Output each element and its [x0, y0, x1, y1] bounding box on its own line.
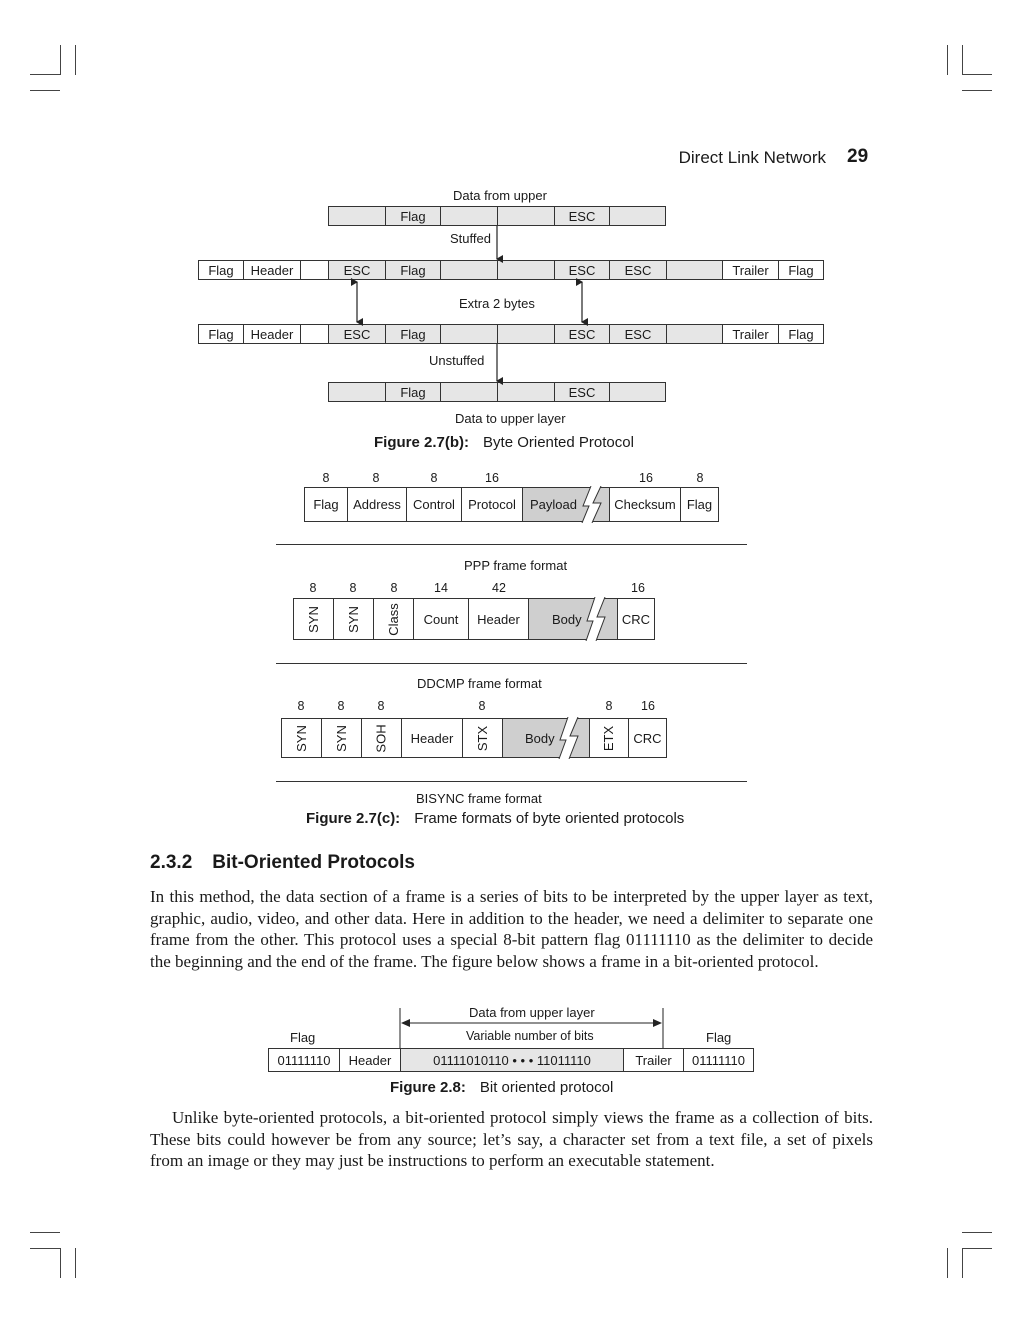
ddcmp-field-syn — [333, 598, 374, 640]
crop-mark — [962, 1232, 992, 1233]
ppp-field-payload: Payload — [522, 487, 610, 522]
frame-cell-flag: Flag — [198, 260, 244, 280]
bisync-field-stx — [462, 718, 503, 758]
bit-count: 8 — [390, 581, 398, 595]
divider — [276, 781, 747, 782]
ppp-field-flag: Flag — [304, 487, 348, 522]
bit-frame-flag: 01111110 — [683, 1048, 754, 1072]
bisync-field-syn — [281, 718, 322, 758]
frame-cell-flag: Flag — [385, 382, 441, 402]
frame-cell-flag: Flag — [385, 206, 441, 226]
bit-frame-trailer: Trailer — [623, 1048, 684, 1072]
frame-cell-header: Header — [243, 260, 301, 280]
ppp-field-checksum: Checksum — [609, 487, 681, 522]
ddcmp-field-syn — [293, 598, 334, 640]
arrowhead-left — [401, 1019, 410, 1027]
bit-count: 8 — [478, 699, 486, 713]
bit-count: 16 — [641, 699, 655, 713]
crop-mark — [962, 1248, 963, 1278]
label-unstuffed: Unstuffed — [429, 353, 485, 368]
ppp-field-control: Control — [406, 487, 462, 522]
field-label: SYN — [293, 724, 309, 752]
crop-mark — [30, 1248, 60, 1249]
paragraph-1: In this method, the data section of a frame is a series of bits to be interpreted by the upper layer as text, graphic, audio, video, and other data. Here in addition to the header, we need a delimiter to separate one frame from the other. This protocol uses a special 8-bit pattern flag 01111110 as the delimiter to decide the beginning and the end of the frame. The figure below shows a frame in a bit-oriented protocol. — [150, 887, 873, 972]
arrowhead-right — [653, 1019, 662, 1027]
field-label: SOH — [373, 723, 389, 753]
bit-count: 8 — [309, 581, 317, 595]
frame-cell-esc: ESC — [328, 260, 386, 280]
crop-mark — [30, 1232, 60, 1233]
ppp-field-address: Address — [347, 487, 407, 522]
page-number: 29 — [847, 146, 869, 167]
crop-mark — [60, 1248, 61, 1278]
break-mark-icon — [580, 486, 610, 523]
bit-count: 42 — [492, 581, 506, 595]
frame-cell-flag: Flag — [778, 324, 824, 344]
bit-count: 8 — [430, 471, 438, 485]
bit-count: 8 — [337, 699, 345, 713]
field-label: STX — [474, 725, 490, 751]
label-data-from-upper-layer: Data from upper layer — [469, 1005, 595, 1020]
frame-cell-trailer: Trailer — [722, 260, 779, 280]
ddcmp-title: DDCMP frame format — [417, 676, 542, 691]
bit-count: 8 — [605, 699, 613, 713]
frame-cell-esc: ESC — [554, 260, 610, 280]
frame-cell-flag: Flag — [778, 260, 824, 280]
caption-figure-2-7b — [374, 434, 634, 451]
field-label: SYN — [333, 724, 349, 752]
bisync-field-soh — [361, 718, 402, 758]
divider — [276, 663, 747, 664]
paragraph-2: Unlike byte-oriented protocols, a bit-oriented protocol simply views the frame as a collection of bits. These bits could however be from any source; let’s say, a character set from a text file, a set of pixels from an image or they may just be instructions to perform an executable statement. — [150, 1108, 873, 1171]
label-variable-bits: Variable number of bits — [466, 1029, 594, 1043]
break-mark-icon — [557, 717, 587, 759]
ddcmp-field-class — [373, 598, 414, 640]
field-label: SYN — [345, 605, 361, 633]
caption-number: Figure 2.7(c): — [306, 810, 401, 827]
frame-cell-trailer: Trailer — [722, 324, 779, 344]
section-number: 2.3.2 — [150, 852, 193, 873]
arrows-svg — [0, 0, 1023, 460]
label-flag-left: Flag — [290, 1030, 316, 1045]
crop-mark — [962, 1248, 992, 1249]
label-data-from-upper: Data from upper — [453, 188, 547, 203]
frame-cell-esc: ESC — [554, 206, 610, 226]
frame-cell-esc: ESC — [554, 382, 610, 402]
bisync-field-header: Header — [401, 718, 463, 758]
ddcmp-field-body: Body — [528, 598, 618, 640]
caption-figure-2-7c — [306, 810, 684, 827]
frame-cell-esc: ESC — [328, 324, 386, 344]
caption-text: Frame formats of byte oriented protocols — [414, 810, 685, 827]
bit-count: 8 — [297, 699, 305, 713]
caption-figure-2-8 — [390, 1079, 613, 1096]
ddcmp-field-count: Count — [413, 598, 469, 640]
frame-cell-flag: Flag — [385, 260, 441, 280]
frame-cell-flag: Flag — [385, 324, 441, 344]
break-mark-icon — [584, 597, 614, 641]
ddcmp-field-crc: CRC — [617, 598, 655, 640]
divider — [276, 544, 747, 545]
field-label: Class — [385, 602, 401, 636]
field-label: SYN — [305, 605, 321, 633]
ppp-title: PPP frame format — [464, 558, 568, 573]
field-label: ETX — [601, 725, 617, 751]
ddcmp-field-header: Header — [468, 598, 529, 640]
crop-mark — [947, 1248, 948, 1278]
bit-count: 16 — [631, 581, 645, 595]
caption-text: Bit oriented protocol — [479, 1079, 614, 1096]
frame-cell-header: Header — [243, 324, 301, 344]
bisync-field-etx — [589, 718, 629, 758]
bit-count: 16 — [485, 471, 499, 485]
bit-count: 14 — [434, 581, 448, 595]
bit-count: 16 — [639, 471, 653, 485]
ppp-field-protocol: Protocol — [461, 487, 523, 522]
section-heading — [150, 852, 435, 874]
frame-cell-esc: ESC — [554, 324, 610, 344]
frame-cell-esc: ESC — [609, 324, 667, 344]
caption-number: Figure 2.8: — [390, 1079, 466, 1096]
label-stuffed: Stuffed — [450, 231, 491, 246]
running-header-title: Direct Link Network — [678, 148, 826, 167]
label-data-to-upper: Data to upper layer — [455, 411, 566, 426]
bit-frame-flag: 01111110 — [268, 1048, 340, 1072]
bisync-title: BISYNC frame format — [416, 791, 542, 806]
bisync-field-body: Body — [502, 718, 590, 758]
label-extra-2-bytes: Extra 2 bytes — [459, 296, 535, 311]
bit-count: 8 — [377, 699, 385, 713]
bit-frame-data: 01111010110 • • • 11011110 — [400, 1048, 624, 1072]
bit-count: 8 — [322, 471, 330, 485]
bisync-field-crc: CRC — [628, 718, 667, 758]
frame-cell-flag: Flag — [198, 324, 244, 344]
frame-cell-esc: ESC — [609, 260, 667, 280]
section-title: Bit-Oriented Protocols — [212, 852, 415, 873]
caption-number: Figure 2.7(b): — [374, 434, 470, 451]
bit-count: 8 — [372, 471, 380, 485]
bisync-field-syn — [321, 718, 362, 758]
bit-frame-header: Header — [339, 1048, 401, 1072]
crop-mark — [75, 1248, 76, 1278]
ppp-field-flag: Flag — [680, 487, 719, 522]
caption-text: Byte Oriented Protocol — [483, 434, 634, 451]
bit-count: 8 — [349, 581, 357, 595]
label-flag-right: Flag — [706, 1030, 732, 1045]
bit-count: 8 — [696, 471, 704, 485]
